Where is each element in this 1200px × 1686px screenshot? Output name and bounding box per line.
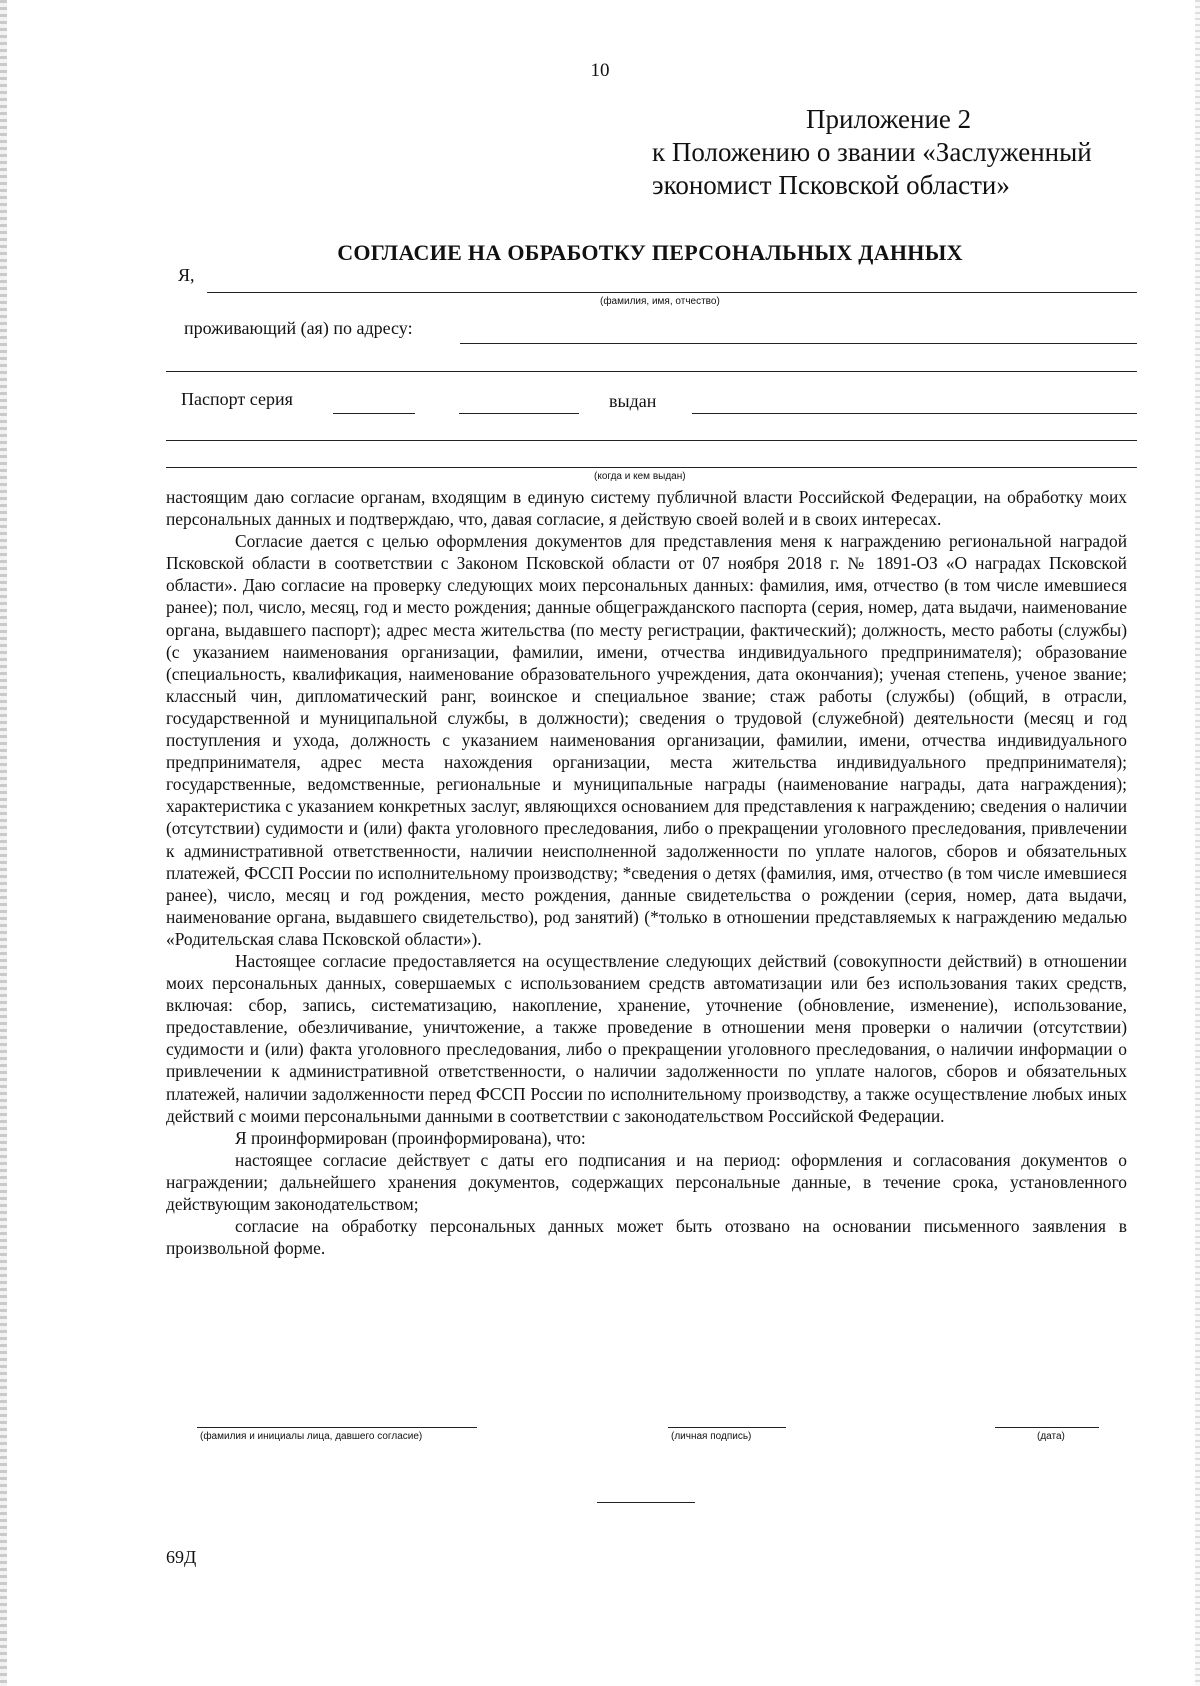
appendix-header xyxy=(652,103,1092,202)
signature-caption: (личная подпись) xyxy=(671,1431,752,1442)
paragraph-actions: Настоящее согласие предоставляется на осуществление следующих действий (совокупности действий) в отношении моих персональных данных, совершаемых с использованием средств автоматизации или без использования таких средств, включая: сбор, запись, систематизацию, накопление, хранение, уточнение (обновление, изменение), использование, предоставление, обезличивание, уничтожение, а также проведение в отношении меня проверки о наличии (отсутствии) судимости и (или) факта уголовного преследования, либо о прекращении уголовного преследования, о наличии информации о привлечении к административной ответственности, о наличии задолженности по уплате налогов, сборов и обязательных платежей, наличии задолженности перед ФССП России по исполнительному производству, а также осуществление любых иных действий с моими персональными данными в соответствии с законодательством Российской Федерации. xyxy=(166,950,1127,1126)
address-field-line[interactable] xyxy=(460,343,1137,344)
name-caption: (фамилия, имя, отчество) xyxy=(600,296,720,307)
scan-right-edge xyxy=(1195,0,1200,1686)
document-title: СОГЛАСИЕ НА ОБРАБОТКУ ПЕРСОНАЛЬНЫХ ДАННЫХ xyxy=(337,240,963,265)
paragraph-validity: настоящее согласие действует с даты его подписания и на период: оформления и согласования документов о награждении; дальнейшего хранения документов, содержащих персональные данные, в течение срока, установленного действующим законодательством; xyxy=(166,1149,1127,1214)
address-field-line-2[interactable] xyxy=(166,371,1137,372)
appendix-line-3: экономист Псковской области» xyxy=(652,170,1010,200)
issued-field-line-2[interactable] xyxy=(166,440,1137,441)
signature-line[interactable] xyxy=(668,1427,786,1428)
paragraph-intro: настоящим даю согласие органам, входящим в единую систему публичной власти Российской Федерации, на обработку моих персональных данных и подтверждаю, что, давая согласие, я действую своей волей и в своих интересах. xyxy=(166,487,1127,530)
signer-name-line[interactable] xyxy=(197,1427,477,1428)
issued-field-line[interactable] xyxy=(692,413,1137,414)
address-label: проживающий (ая) по адресу: xyxy=(184,318,413,338)
issued-caption: (когда и кем выдан) xyxy=(594,471,686,482)
i-label: Я, xyxy=(178,265,195,285)
passport-number-line[interactable] xyxy=(459,413,579,414)
scan-left-edge xyxy=(0,0,7,1686)
appendix-line-1: Приложение 2 xyxy=(806,104,972,134)
signer-name-caption: (фамилия и инициалы лица, давшего согласие) xyxy=(200,1431,423,1442)
name-field-line[interactable] xyxy=(207,292,1137,293)
end-separator xyxy=(597,1502,695,1503)
date-line[interactable] xyxy=(995,1427,1099,1428)
passport-label: Паспорт серия xyxy=(181,389,293,409)
appendix-line-2: к Положению о звании «Заслуженный xyxy=(652,137,1092,167)
paragraph-purpose: Согласие дается с целью оформления документов для представления меня к награждению региональной наградой Псковской области в соответствии с Законом Псковской области от 07 ноября 2018 г. № 1891-ОЗ «О наградах Псковской области». Даю согласие на проверку следующих моих персональных данных: фамилия, имя, отчество (в том числе имевшиеся ранее); пол, число, месяц, год и место рождения; данные общегражданского паспорта (серия, номер, дата выдачи, наименование органа, выдавшего паспорт); адрес места жительства (по месту регистрации, фактический); должность, место работы (службы) (с указанием наименования организации, фамилии, имени, отчества индивидуального предпринимателя); образование (специальность, квалификация, наименование образовательного учреждения, дата окончания); ученая степень, ученое звание; классный чин, дипломатический ранг, воинское и специальное звание; стаж работы (службы) (общий, в отрасли, государственной и муниципальной службы, в должности); сведения о трудовой (служебной) деятельности (месяц и год поступления и ухода, должность с указанием наименования организации, фамилии, имени, отчества индивидуального предпринимателя, адрес места нахождения организации, места жительства индивидуального предпринимателя); государственные, ведомственные, региональные и муниципальные награды (наименование награды, дата награждения); характеристика с указанием конкретных заслуг, являющихся основанием для представления к награждению; сведения о наличии (отсутствии) судимости и (или) факта уголовного преследования, либо о прекращении уголовного преследования, привлечении к административной ответственности, наличии неисполненной задолженности по уплате налогов, сборов и обязательных платежей, ФССП России по исполнительному производству; *сведения о детях (фамилия, имя, отчество (в том числе имевшиеся ранее), число, месяц и год рождения, место рождения, данные свидетельства о рождении (серия, номер, дата выдачи, наименование органа, выдавшего свидетельство), род занятий) (*только в отношении представляемых к награждению медалью «Родительская слава Псковской области»). xyxy=(166,531,1127,949)
issued-field-line-3[interactable] xyxy=(166,467,1137,468)
issued-label: выдан xyxy=(609,391,657,411)
consent-body xyxy=(166,486,1127,1259)
passport-series-line[interactable] xyxy=(333,413,415,414)
paragraph-informed: Я проинформирован (проинформирована), что: xyxy=(235,1127,586,1148)
page-number: 10 xyxy=(590,60,610,81)
paragraph-revocation: согласие на обработку персональных данных может быть отозвано на основании письменного заявления в произвольной форме. xyxy=(166,1216,1127,1259)
document-code: 69Д xyxy=(166,1547,197,1567)
date-caption: (дата) xyxy=(1037,1431,1065,1442)
